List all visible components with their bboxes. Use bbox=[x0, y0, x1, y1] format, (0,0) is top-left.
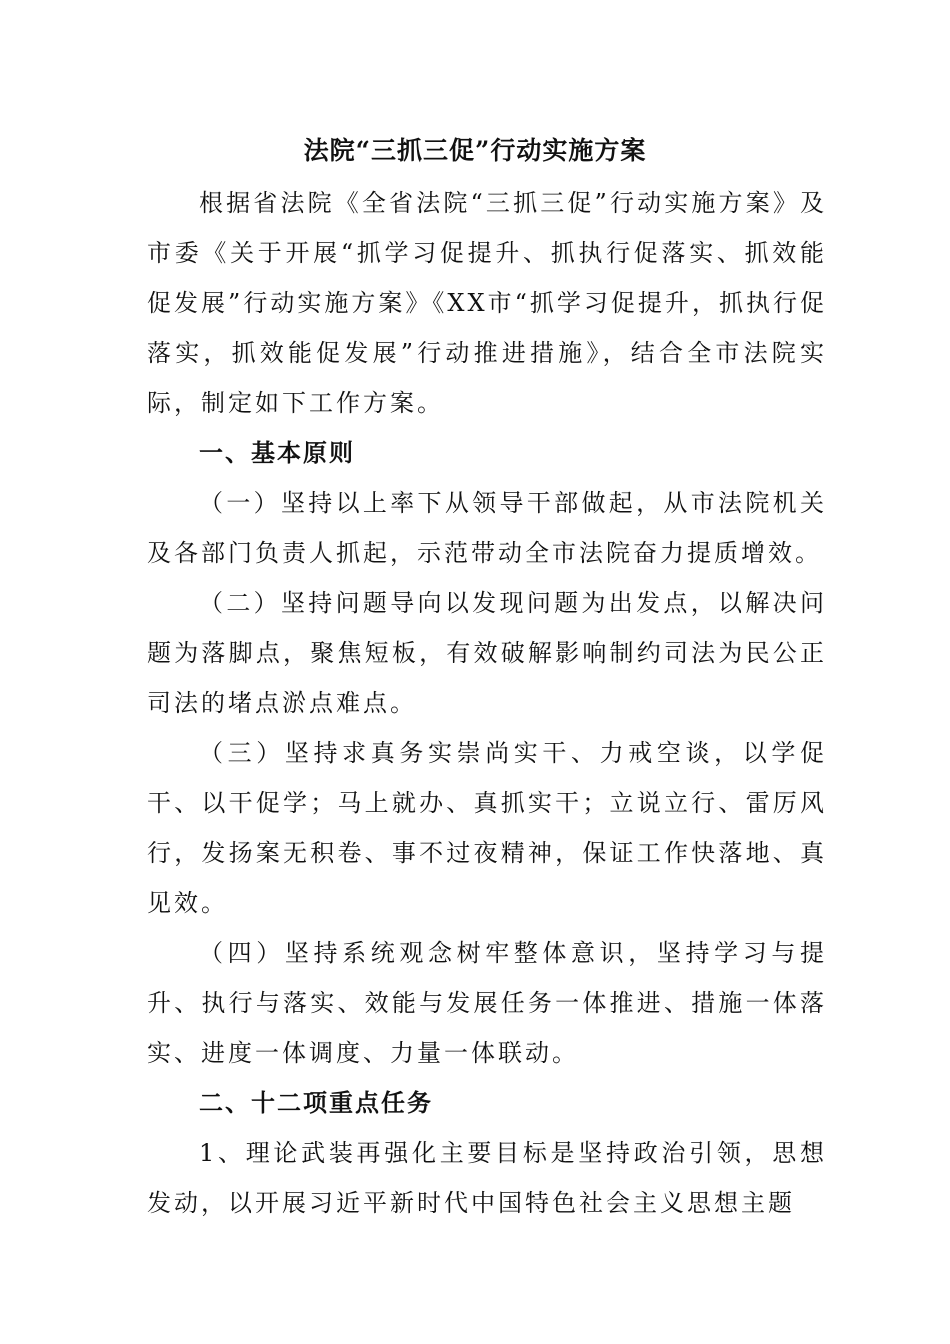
document-title: 法院“三抓三促”行动实施方案 bbox=[303, 136, 647, 165]
principle-paragraph-3: （三）坚持求真务实崇尚实干、力戒空谈，以学促干、以干促学；马上就办、真抓实干；立说立行、雷厉风行，发扬案无积卷、事不过夜精神，保证工作快落地、真见效。 bbox=[147, 739, 827, 917]
document-body bbox=[147, 178, 827, 1228]
intro-paragraph: 根据省法院《全省法院“三抓三促”行动实施方案》及市委《关于开展“抓学习促提升、抓执行促落实、抓效能促发展”行动实施方案》《XX市“抓学习促提升，抓执行促落实，抓效能促发展”行动推进措施》，结合全市法院实际，制定如下工作方案。 bbox=[147, 189, 827, 417]
section-heading-principles: 一、基本原则 bbox=[199, 438, 355, 467]
section-heading-tasks: 二、十二项重点任务 bbox=[199, 1088, 433, 1117]
principle-paragraph-4: （四）坚持系统观念树牢整体意识，坚持学习与提升、执行与落实、效能与发展任务一体推进、措施一体落实、进度一体调度、力量一体联动。 bbox=[147, 939, 827, 1067]
principle-paragraph-2: （二）坚持问题导向以发现问题为出发点，以解决问题为落脚点，聚焦短板，有效破解影响制约司法为民公正司法的堵点淤点难点。 bbox=[147, 589, 827, 717]
principle-paragraph-1: （一）坚持以上率下从领导干部做起，从市法院机关及各部门负责人抓起，示范带动全市法院奋力提质增效。 bbox=[147, 489, 827, 567]
task-paragraph-1: 1、理论武装再强化主要目标是坚持政治引领，思想发动，以开展习近平新时代中国特色社会主义思想主题 bbox=[147, 1139, 827, 1217]
